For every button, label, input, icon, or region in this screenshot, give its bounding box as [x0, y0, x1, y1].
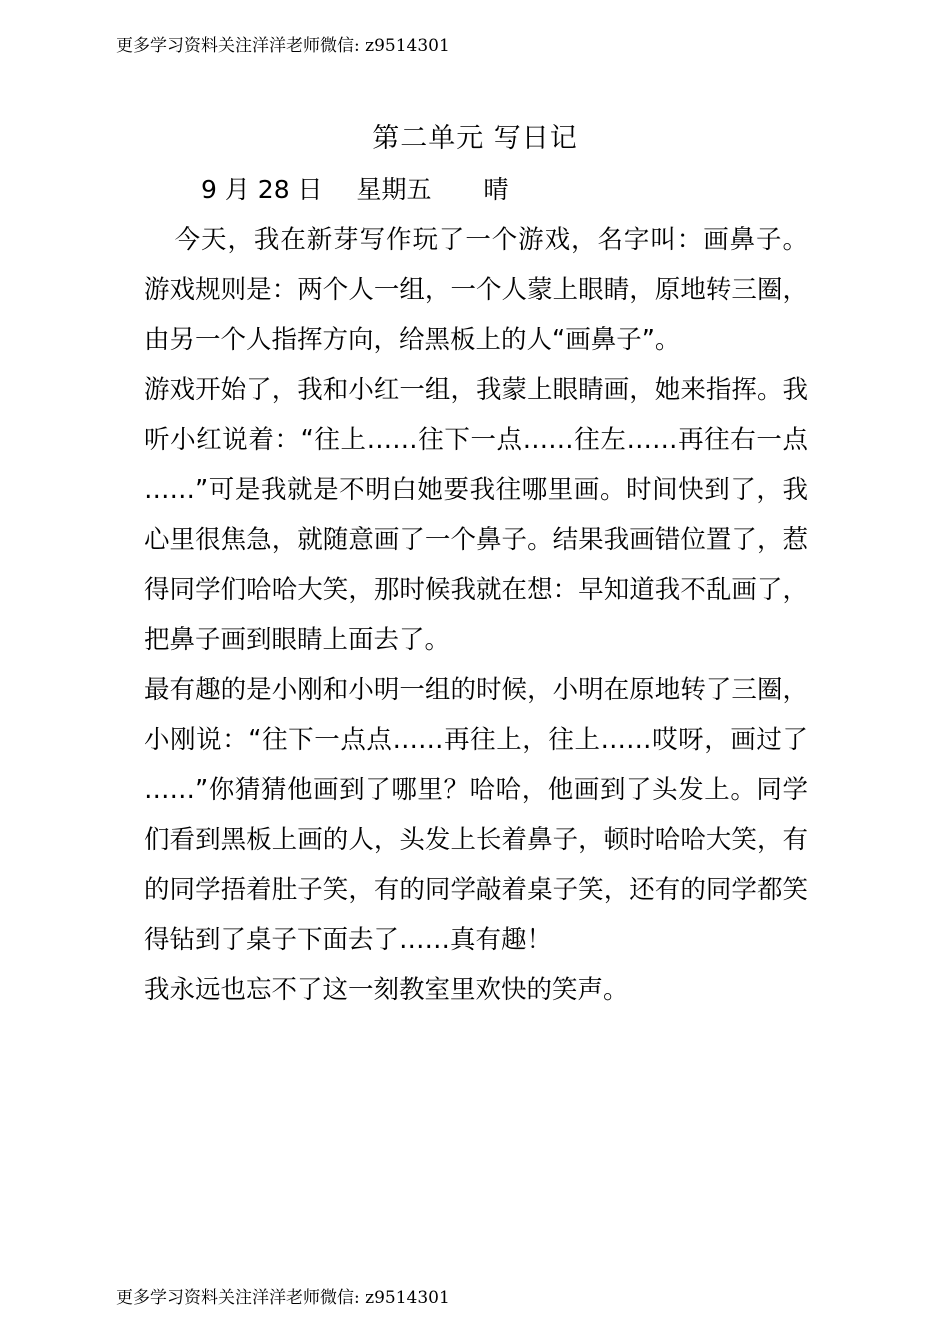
- diary-body: [144, 215, 808, 1015]
- diary-weather: 晴: [483, 175, 509, 204]
- paragraph-intro: 今天，我在新芽写作玩了一个游戏，名字叫：画鼻子。游戏规则是：两个人一组，一个人蒙上眼睛，原地转三圈，由另一个人指挥方向，给黑板上的人“画鼻子”。: [144, 225, 808, 355]
- footer-watermark: 更多学习资料关注洋洋老师微信: z9514301: [116, 1288, 450, 1308]
- paragraph-my-turn: 游戏开始了，我和小红一组，我蒙上眼睛画，她来指挥。我听小红说着：“往上……往下一点……往左……再往右一点……”可是我就是不明白她要我往哪里画。时间快到了，我心里很焦急，就随意画了一个鼻子。结果我画错位置了，惹得同学们哈哈大笑，那时候我就在想：早知道我不乱画了，把鼻子画到眼睛上面去了。: [144, 375, 808, 655]
- diary-date: 9 月 28 日: [201, 175, 323, 204]
- paragraph-funniest: 最有趣的是小刚和小明一组的时候，小明在原地转了三圈，小刚说：“往下一点点……再往上，往上……哎呀，画过了……”你猜猜他画到了哪里？哈哈，他画到了头发上。同学们看到黑板上画的人，头发上长着鼻子，顿时哈哈大笑，有的同学捂着肚子笑，有的同学敲着桌子笑，还有的同学都笑得钻到了桌子下面去了……真有趣！: [144, 675, 808, 955]
- page-title: 第二单元 写日记: [372, 123, 578, 154]
- diary-date-line: [201, 170, 509, 210]
- paragraph-conclusion: 我永远也忘不了这一刻教室里欢快的笑声。: [144, 975, 629, 1005]
- header-watermark: 更多学习资料关注洋洋老师微信: z9514301: [116, 36, 450, 56]
- diary-weekday: 星期五: [356, 175, 432, 204]
